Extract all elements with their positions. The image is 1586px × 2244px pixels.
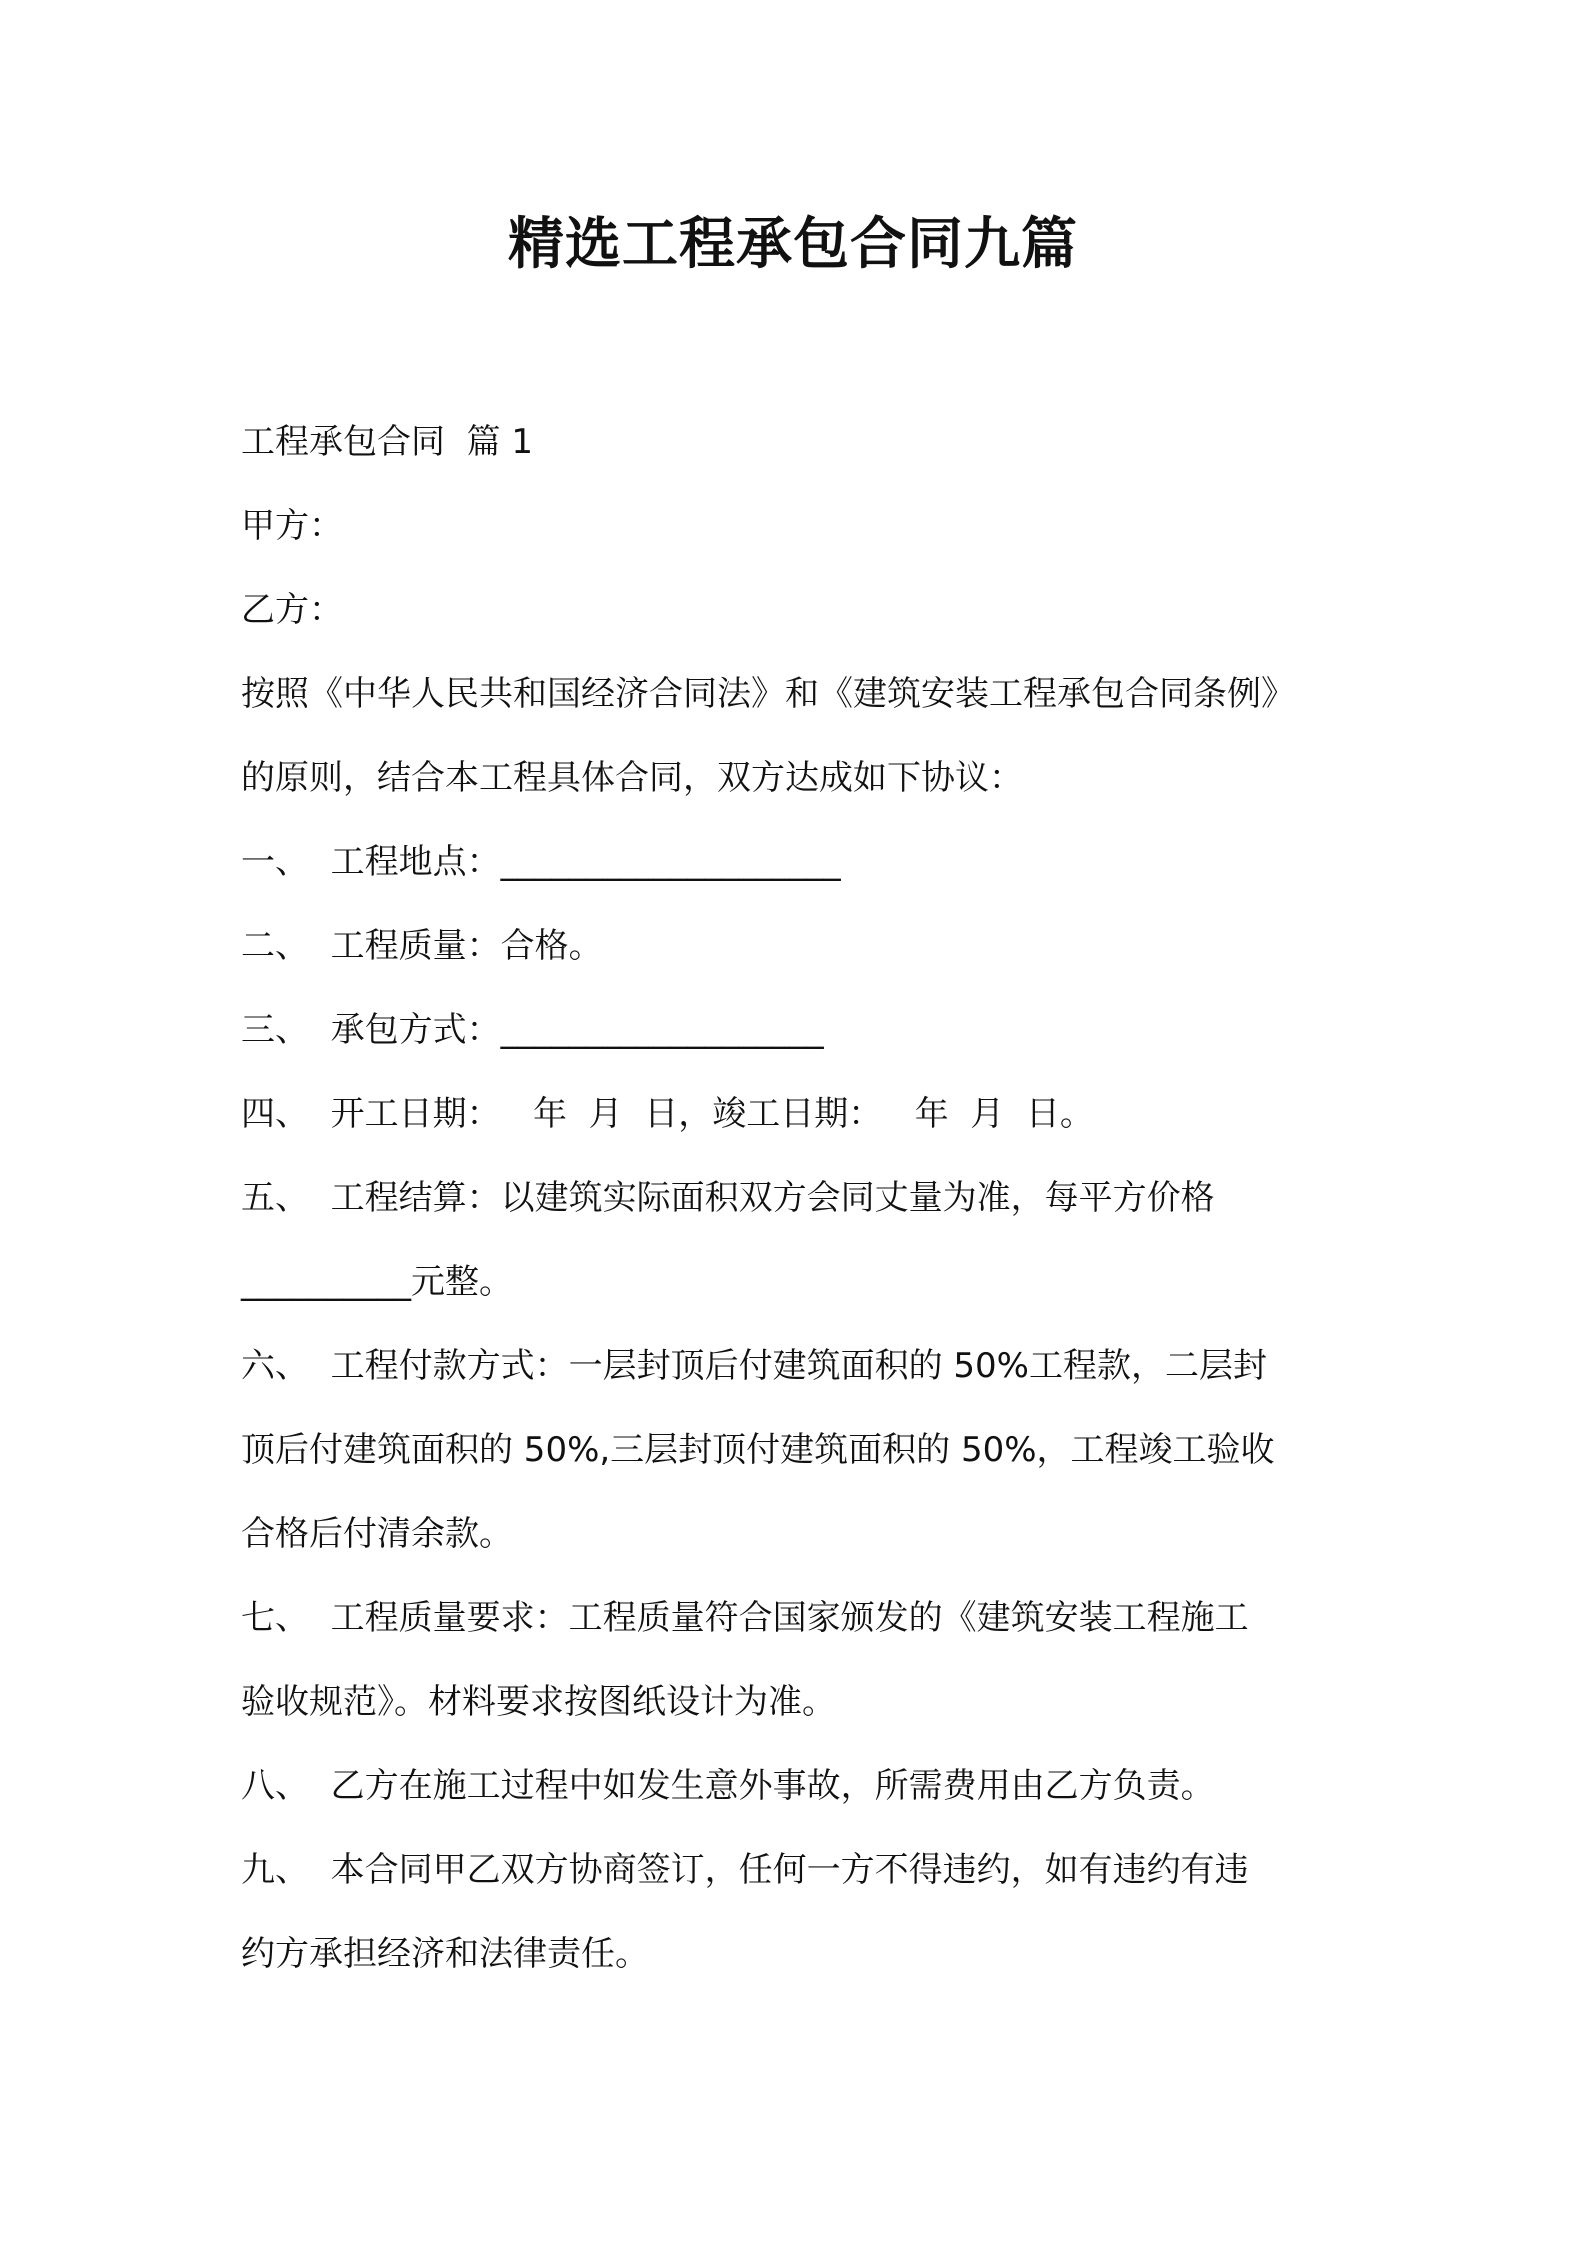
party-a-line: 甲方：	[241, 506, 343, 546]
preamble-line: 按照《中华人民共和国经济合同法》和《建筑安装工程承包合同条例》	[241, 674, 1295, 714]
clause-7-requirements-cont: 验收规范》。材料要求按图纸设计为准。	[241, 1682, 836, 1722]
clause-5-settlement: 五、 工程结算：以建筑实际面积双方会同丈量为准，每平方价格	[241, 1178, 1215, 1218]
clause-3-method: 三、 承包方式：___________________	[241, 1010, 824, 1050]
document-title: 精选工程承包合同九篇	[508, 212, 1078, 277]
clause-9-breach-cont: 约方承担经济和法律责任。	[241, 1934, 649, 1974]
clause-9-breach: 九、 本合同甲乙双方协商签订，任何一方不得违约，如有违约有违	[241, 1850, 1249, 1890]
clause-4-dates: 四、 开工日期： 年 月 日，竣工日期： 年 月 日。	[241, 1094, 1094, 1134]
clause-7-requirements: 七、 工程质量要求：工程质量符合国家颁发的《建筑安装工程施工	[241, 1598, 1249, 1638]
clause-1-location: 一、 工程地点：____________________	[241, 842, 841, 882]
document-body	[241, 400, 1361, 1996]
preamble-line: 的原则，结合本工程具体合同，双方达成如下协议：	[241, 758, 1023, 798]
clause-6-payment-cont: 合格后付清余款。	[241, 1514, 513, 1554]
clause-6-payment: 六、 工程付款方式：一层封顶后付建筑面积的 50%工程款，二层封	[241, 1346, 1267, 1386]
clause-2-quality: 二、 工程质量：合格。	[241, 926, 603, 966]
party-b-line: 乙方：	[241, 590, 343, 630]
clause-8-accidents: 八、 乙方在施工过程中如发生意外事故，所需费用由乙方负责。	[241, 1766, 1215, 1806]
clause-6-payment-cont: 顶后付建筑面积的 50%,三层封顶付建筑面积的 50%，工程竣工验收	[241, 1430, 1275, 1470]
section-heading: 工程承包合同 篇 1	[241, 422, 534, 462]
clause-5-settlement-cont: __________元整。	[241, 1262, 513, 1302]
